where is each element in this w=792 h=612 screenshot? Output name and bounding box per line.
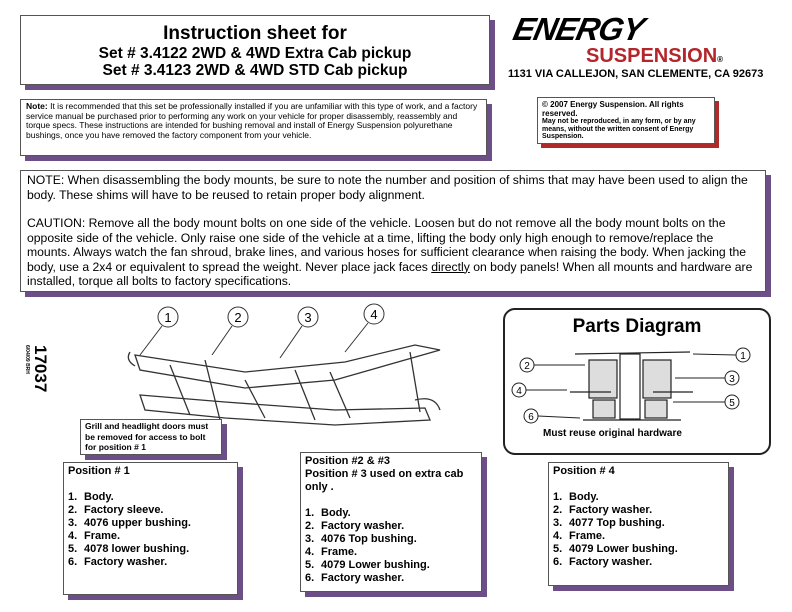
part-callout-1: 1 [740,351,746,362]
list-item: 3. 4077 Top bushing. [553,517,665,529]
set-line-2: Set # 3.4123 2WD & 4WD STD Cab pickup [102,62,408,79]
caution-underlined: directly [431,259,470,274]
caution-box [20,170,766,292]
copyright-notice: May not be reproduced, in any form, or by any means, without the written consent of Energy Suspension. [542,118,696,140]
shim-note: NOTE: When disassembling the body mounts, be sure to note the number and position of shims that may have been used to align the body. These shims will have to be reused to retain proper body alignment. [27,173,748,202]
position-title: Position # 4 [553,465,615,477]
registered-mark: ® [717,55,724,64]
note-text: It is recommended that this set be professionally installed if you are unfamiliar with this type of work, and a factory service manual be purchased prior to performing any work on your vehicle for proper disassembly, reassembly and torque specs. These instructions are intended for bushing removal and install of Energy Suspension polyurethane bushings, once you have removed the factory component from your vehicle. [26,101,478,140]
list-item: 5. 4078 lower bushing. [68,543,190,555]
address: 1131 VIA CALLEJON, SAN CLEMENTE, CA 92673 [508,68,764,80]
list-item: 6. Factory washer. [305,572,405,584]
caution-part-b: on body panels! When all mounts and hardware are installed, torque all bolts to factory specifications. [27,259,753,288]
energy-suspension-logo [508,11,773,68]
copyright-box [537,97,715,144]
part-callout-3: 3 [729,374,735,385]
reuse-hardware-note: Must reuse original hardware [543,428,682,439]
part-callout-2: 2 [524,361,530,372]
list-item: 2. Factory washer. [305,520,405,532]
note-box [20,99,487,156]
list-item: 1. Body. [305,507,351,519]
parts-diagram-title: Parts Diagram [572,316,702,337]
caution-part-a: CAUTION: Remove all the body mount bolts on one side of the vehicle. Loosen but do not remove all the body mount bolts on the opposite side of the vehicle. Only raise one side of the vehicle at a time, lifting the body only high enough to remove/replace the mounts. Always watch the fan shroud, brake lines, and various hoses for sufficient clearance when raising the body. When jacking the body, use a 2x4 or equivalent to spread the weight. Never place jack faces [27,216,747,274]
list-item: 3. 4076 Top bushing. [305,533,417,545]
position-4-list [548,462,729,586]
part-callout-5: 5 [729,398,735,409]
document-code [24,345,50,392]
callout-1: 1 [164,310,172,325]
list-item: 5. 4079 Lower bushing. [305,559,430,571]
list-item: 2. Factory sleeve. [68,504,164,516]
list-item: 5. 4079 Lower bushing. [553,543,678,555]
list-item: 1. Body. [553,491,599,503]
copyright-line: © 2007 Energy Suspension. All rights reserved. [542,100,684,118]
note-label: Note: [26,101,48,111]
callout-4: 4 [370,307,378,322]
part-callout-4: 4 [516,386,522,397]
list-item: 6. Factory washer. [553,556,653,568]
position-2-3-list [300,452,482,592]
list-item: 1. Body. [68,491,114,503]
callout-2: 2 [234,310,242,325]
title-box [20,15,490,85]
position-title: Position #2 & #3 [305,455,390,467]
list-item: 4. Frame. [68,530,121,542]
list-item: 2. Factory washer. [553,504,653,516]
part-callout-6: 6 [528,412,534,423]
logo-word-energy: ENERGY [510,11,647,47]
list-item: 3. 4076 upper bushing. [68,517,191,529]
set-line-1: Set # 3.4122 2WD & 4WD Extra Cab pickup [98,45,412,62]
list-item: 4. Frame. [553,530,606,542]
caution-text [27,216,759,289]
logo-word-suspension: SUSPENSION [586,45,718,67]
doc-number: 17037 [31,345,50,393]
grill-note: Grill and headlight doors must be removed for access to bolt for position # 1 [80,419,222,455]
bushing-cross-section [505,340,769,425]
sheet-title: Instruction sheet for [163,23,347,44]
position-title: Position # 1 [68,465,130,477]
list-item: 6. Factory washer. [68,556,168,568]
list-item: 4. Frame. [305,546,358,558]
position-subtitle: Position # 3 used on extra cab only . [305,468,464,493]
position-1-list [63,462,238,595]
callout-3: 3 [304,310,312,325]
doc-sub: 6/04/09 BRH [24,345,30,374]
parts-diagram [503,308,771,455]
